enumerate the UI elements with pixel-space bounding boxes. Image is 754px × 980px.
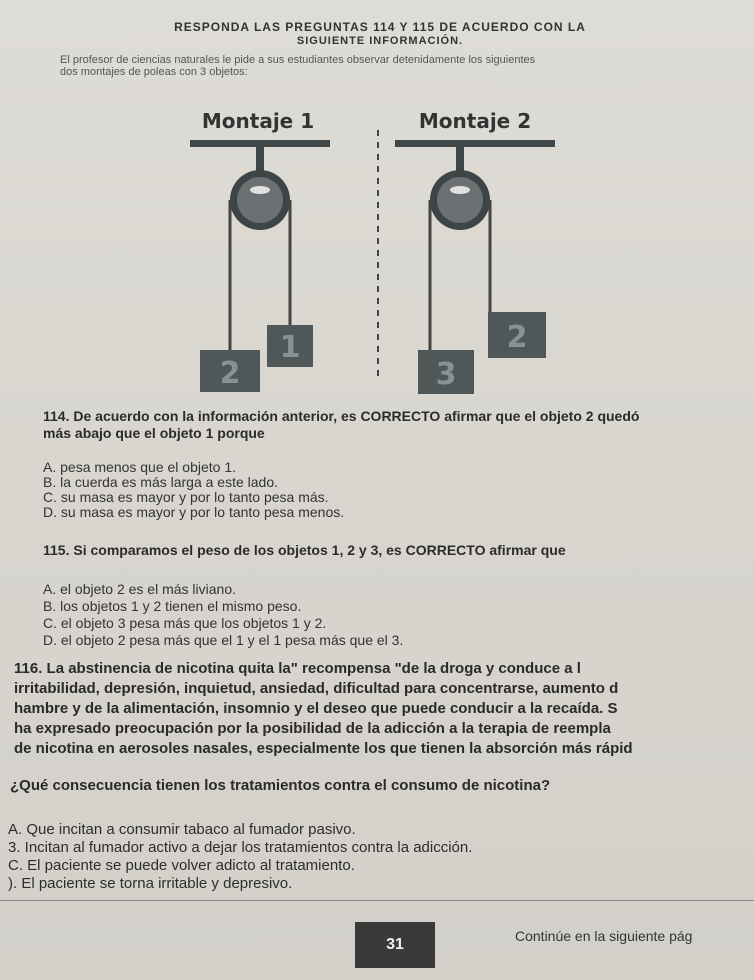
q116-question: ¿Qué consecuencia tienen los tratamientos contra el consumo de nicotina? (10, 777, 551, 794)
montaje2-ceiling (395, 140, 555, 147)
montaje2-title: Montaje 2 (418, 109, 532, 133)
montaje2-object-3 (418, 350, 474, 394)
montaje1-object-2 (200, 350, 260, 392)
q115-option-a[interactable]: A. el objeto 2 es el más liviano. (43, 581, 236, 597)
q116-option-c[interactable]: C. El paciente se puede volver adicto al tratamiento. (8, 857, 355, 874)
q114-stem-line1: 114. De acuerdo con la información anterior, es CORRECTO afirmar que el objeto 2 quedó (43, 408, 640, 424)
q116-text-line4: ha expresado preocupación por la posibilidad de la adicción a la terapia de reempla (14, 720, 611, 737)
q114-option-b[interactable]: B. la cuerda es más larga a este lado. (43, 474, 279, 490)
q116-text-line1: 116. La abstinencia de nicotina quita la" recompensa "de la droga y conduce a l (14, 660, 581, 677)
q115-option-c[interactable]: C. el objeto 3 pesa más que los objetos 1 y 2. (43, 615, 327, 631)
svg-text:3: 3 (435, 357, 457, 392)
montaje2-pulley (430, 170, 490, 230)
montaje1-object-1 (267, 325, 313, 367)
q114-stem-line2: más abajo que el objeto 1 porque (43, 425, 265, 441)
q115-option-b[interactable]: B. los objetos 1 y 2 tienen el mismo peso. (43, 598, 302, 614)
q115-option-d[interactable]: D. el objeto 2 pesa más que el 1 y el 1 pesa más que el 3. (43, 632, 404, 648)
continue-note: Continúe en la siguiente pág (515, 928, 693, 944)
svg-text:2: 2 (506, 320, 528, 355)
montaje1-ceiling (190, 140, 330, 147)
q116-option-b[interactable]: 3. Incitan al fumador activo a dejar los tratamientos contra la adicción. (8, 839, 473, 856)
page-number: 31 (355, 922, 435, 968)
q114-option-c[interactable]: C. su masa es mayor y por lo tanto pesa más. (43, 489, 329, 505)
footer-divider (0, 900, 754, 901)
montaje1-pulley (230, 170, 290, 230)
montaje2-object-2 (488, 312, 546, 358)
instructions-heading-line2: SIGUIENTE INFORMACIÓN. (296, 35, 464, 47)
instructions-heading-line1: RESPONDA LAS PREGUNTAS 114 Y 115 DE ACUERDO CON LA (174, 20, 586, 34)
intro-line1: El profesor de ciencias naturales le pide a sus estudiantes observar detenidamente los siguientes (60, 54, 536, 66)
q116-text-line2: irritabilidad, depresión, inquietud, ansiedad, dificultad para concentrarse, aumento d (14, 680, 619, 697)
intro-line2: dos montajes de poleas con 3 objetos: (60, 66, 248, 78)
svg-text:1: 1 (279, 330, 301, 365)
q116-text-line5: de nicotina en aerosoles nasales, especialmente los que tienen la absorción más rápid (14, 740, 633, 757)
q116-text-line3: hambre y de la alimentación, insomnio y el deseo que puede conducir a la recaída. S (14, 700, 618, 717)
q116-option-d[interactable]: ). El paciente se torna irritable y depresivo. (8, 875, 293, 892)
pulley-diagram (150, 100, 590, 400)
montaje1-title: Montaje 1 (201, 109, 315, 133)
svg-text:2: 2 (219, 356, 241, 391)
q114-option-a[interactable]: A. pesa menos que el objeto 1. (43, 459, 237, 475)
q115-stem: 115. Si comparamos el peso de los objetos 1, 2 y 3, es CORRECTO afirmar que (43, 542, 566, 558)
q116-option-a[interactable]: A. Que incitan a consumir tabaco al fumador pasivo. (8, 821, 356, 838)
q114-option-d[interactable]: D. su masa es mayor y por lo tanto pesa menos. (43, 504, 345, 520)
